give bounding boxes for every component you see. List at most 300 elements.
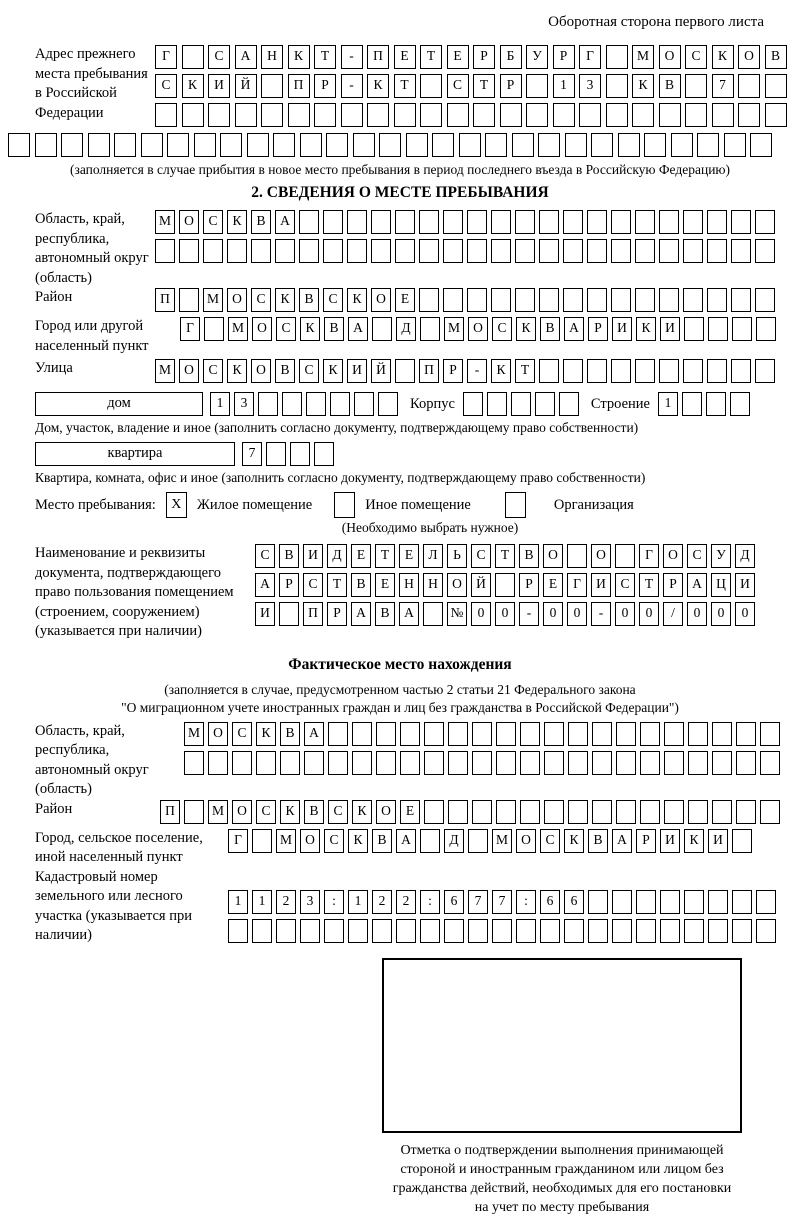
char-cell[interactable] <box>448 722 468 746</box>
char-cell[interactable] <box>279 602 299 626</box>
char-cell[interactable] <box>736 722 756 746</box>
char-cell[interactable] <box>394 103 416 127</box>
char-cell[interactable] <box>538 133 560 157</box>
char-cell[interactable]: С <box>447 74 469 98</box>
char-cell[interactable] <box>539 288 559 312</box>
char-cell[interactable] <box>730 392 750 416</box>
char-cell[interactable] <box>539 210 559 234</box>
char-cell[interactable]: Б <box>500 45 522 69</box>
char-cell[interactable]: В <box>251 210 271 234</box>
char-cell[interactable]: О <box>208 722 228 746</box>
char-cell[interactable]: О <box>179 359 199 383</box>
char-cell[interactable] <box>731 210 751 234</box>
char-cell[interactable] <box>708 317 728 341</box>
char-cell[interactable] <box>258 392 278 416</box>
char-cell[interactable]: - <box>467 359 487 383</box>
char-cell[interactable]: О <box>468 317 488 341</box>
char-cell[interactable] <box>612 890 632 914</box>
char-cell[interactable]: М <box>203 288 223 312</box>
char-cell[interactable] <box>512 133 534 157</box>
char-cell[interactable] <box>443 210 463 234</box>
char-cell[interactable] <box>352 751 372 775</box>
char-cell[interactable]: 0 <box>735 602 755 626</box>
char-cell[interactable]: И <box>347 359 367 383</box>
char-cell[interactable] <box>697 133 719 157</box>
char-cell[interactable] <box>684 890 704 914</box>
char-cell[interactable] <box>448 800 468 824</box>
char-cell[interactable] <box>275 239 295 263</box>
char-cell[interactable]: Р <box>636 829 656 853</box>
char-cell[interactable] <box>535 392 555 416</box>
char-cell[interactable] <box>300 133 322 157</box>
char-cell[interactable]: В <box>540 317 560 341</box>
char-cell[interactable]: К <box>516 317 536 341</box>
char-cell[interactable]: 6 <box>444 890 464 914</box>
char-cell[interactable]: К <box>348 829 368 853</box>
char-cell[interactable] <box>61 133 83 157</box>
char-cell[interactable]: М <box>155 359 175 383</box>
char-cell[interactable] <box>671 133 693 157</box>
char-cell[interactable] <box>756 890 776 914</box>
char-cell[interactable] <box>760 722 780 746</box>
char-cell[interactable]: Е <box>351 544 371 568</box>
char-cell[interactable] <box>640 751 660 775</box>
char-cell[interactable] <box>400 722 420 746</box>
char-cell[interactable] <box>280 751 300 775</box>
char-cell[interactable] <box>592 800 612 824</box>
char-cell[interactable] <box>616 722 636 746</box>
char-cell[interactable] <box>731 288 751 312</box>
char-cell[interactable] <box>684 317 704 341</box>
char-cell[interactable] <box>636 890 656 914</box>
char-cell[interactable] <box>467 239 487 263</box>
char-cell[interactable]: П <box>160 800 180 824</box>
char-cell[interactable]: В <box>299 288 319 312</box>
char-cell[interactable] <box>328 751 348 775</box>
char-cell[interactable]: А <box>612 829 632 853</box>
char-cell[interactable] <box>664 722 684 746</box>
char-cell[interactable] <box>563 288 583 312</box>
char-cell[interactable] <box>420 829 440 853</box>
char-cell[interactable] <box>396 919 416 943</box>
char-cell[interactable]: Т <box>639 573 659 597</box>
char-cell[interactable] <box>760 800 780 824</box>
char-cell[interactable] <box>371 239 391 263</box>
char-cell[interactable] <box>640 800 660 824</box>
char-cell[interactable]: А <box>396 829 416 853</box>
char-cell[interactable]: К <box>280 800 300 824</box>
char-cell[interactable] <box>420 74 442 98</box>
checkbox-residential[interactable]: X <box>166 492 187 518</box>
char-cell[interactable] <box>324 919 344 943</box>
char-cell[interactable] <box>290 442 310 466</box>
char-cell[interactable] <box>184 751 204 775</box>
char-cell[interactable] <box>755 239 775 263</box>
char-cell[interactable] <box>732 890 752 914</box>
char-cell[interactable]: С <box>203 210 223 234</box>
char-cell[interactable] <box>516 919 536 943</box>
apartment-type-box[interactable]: квартира <box>35 442 235 466</box>
char-cell[interactable] <box>300 919 320 943</box>
char-cell[interactable] <box>539 359 559 383</box>
char-cell[interactable] <box>684 919 704 943</box>
char-cell[interactable] <box>606 103 628 127</box>
char-cell[interactable]: Р <box>588 317 608 341</box>
char-cell[interactable] <box>755 288 775 312</box>
char-cell[interactable]: 7 <box>492 890 512 914</box>
char-cell[interactable]: К <box>367 74 389 98</box>
char-cell[interactable] <box>683 239 703 263</box>
char-cell[interactable]: С <box>203 359 223 383</box>
char-cell[interactable] <box>683 210 703 234</box>
char-cell[interactable]: 1 <box>348 890 368 914</box>
char-cell[interactable] <box>724 133 746 157</box>
char-cell[interactable]: Т <box>420 45 442 69</box>
char-cell[interactable] <box>526 74 548 98</box>
char-cell[interactable]: К <box>300 317 320 341</box>
char-cell[interactable] <box>660 890 680 914</box>
char-cell[interactable]: К <box>288 45 310 69</box>
char-cell[interactable]: К <box>227 210 247 234</box>
char-cell[interactable]: 0 <box>567 602 587 626</box>
char-cell[interactable]: 7 <box>242 442 262 466</box>
char-cell[interactable]: И <box>735 573 755 597</box>
char-cell[interactable] <box>659 239 679 263</box>
char-cell[interactable] <box>492 919 512 943</box>
char-cell[interactable] <box>559 392 579 416</box>
char-cell[interactable] <box>496 722 516 746</box>
char-cell[interactable] <box>299 239 319 263</box>
char-cell[interactable]: О <box>179 210 199 234</box>
char-cell[interactable] <box>424 722 444 746</box>
char-cell[interactable]: Г <box>180 317 200 341</box>
char-cell[interactable] <box>491 210 511 234</box>
char-cell[interactable]: Р <box>473 45 495 69</box>
char-cell[interactable]: К <box>323 359 343 383</box>
char-cell[interactable]: С <box>303 573 323 597</box>
char-cell[interactable]: 1 <box>252 890 272 914</box>
char-cell[interactable]: 1 <box>228 890 248 914</box>
char-cell[interactable]: В <box>765 45 787 69</box>
char-cell[interactable]: К <box>347 288 367 312</box>
char-cell[interactable]: Т <box>473 74 495 98</box>
checkbox-other-premises[interactable] <box>334 492 355 518</box>
char-cell[interactable] <box>487 392 507 416</box>
char-cell[interactable]: В <box>280 722 300 746</box>
char-cell[interactable] <box>491 288 511 312</box>
char-cell[interactable]: А <box>255 573 275 597</box>
char-cell[interactable] <box>261 103 283 127</box>
char-cell[interactable] <box>232 751 252 775</box>
char-cell[interactable] <box>496 800 516 824</box>
char-cell[interactable] <box>588 919 608 943</box>
char-cell[interactable]: 1 <box>658 392 678 416</box>
char-cell[interactable] <box>468 919 488 943</box>
char-cell[interactable] <box>376 722 396 746</box>
char-cell[interactable]: С <box>299 359 319 383</box>
char-cell[interactable]: Й <box>471 573 491 597</box>
char-cell[interactable]: К <box>352 800 372 824</box>
char-cell[interactable]: - <box>341 45 363 69</box>
char-cell[interactable]: Й <box>235 74 257 98</box>
char-cell[interactable] <box>208 103 230 127</box>
char-cell[interactable] <box>472 800 492 824</box>
char-cell[interactable]: Й <box>371 359 391 383</box>
char-cell[interactable]: О <box>591 544 611 568</box>
char-cell[interactable]: Д <box>444 829 464 853</box>
char-cell[interactable]: А <box>399 602 419 626</box>
char-cell[interactable]: - <box>591 602 611 626</box>
char-cell[interactable] <box>544 800 564 824</box>
char-cell[interactable] <box>314 103 336 127</box>
char-cell[interactable] <box>379 133 401 157</box>
char-cell[interactable] <box>8 133 30 157</box>
char-cell[interactable]: С <box>540 829 560 853</box>
char-cell[interactable]: 0 <box>543 602 563 626</box>
char-cell[interactable] <box>712 103 734 127</box>
char-cell[interactable] <box>235 103 257 127</box>
char-cell[interactable] <box>515 239 535 263</box>
char-cell[interactable] <box>712 722 732 746</box>
char-cell[interactable]: К <box>275 288 295 312</box>
char-cell[interactable] <box>688 800 708 824</box>
char-cell[interactable]: Т <box>314 45 336 69</box>
char-cell[interactable] <box>511 392 531 416</box>
char-cell[interactable]: К <box>491 359 511 383</box>
char-cell[interactable] <box>618 133 640 157</box>
char-cell[interactable]: Г <box>567 573 587 597</box>
char-cell[interactable]: М <box>444 317 464 341</box>
char-cell[interactable] <box>306 392 326 416</box>
char-cell[interactable]: О <box>516 829 536 853</box>
char-cell[interactable]: С <box>615 573 635 597</box>
char-cell[interactable] <box>756 919 776 943</box>
char-cell[interactable] <box>544 722 564 746</box>
char-cell[interactable]: 2 <box>276 890 296 914</box>
char-cell[interactable] <box>685 103 707 127</box>
char-cell[interactable] <box>406 133 428 157</box>
char-cell[interactable] <box>587 239 607 263</box>
char-cell[interactable]: Г <box>155 45 177 69</box>
char-cell[interactable]: О <box>232 800 252 824</box>
char-cell[interactable]: 3 <box>234 392 254 416</box>
char-cell[interactable]: И <box>303 544 323 568</box>
char-cell[interactable] <box>635 359 655 383</box>
char-cell[interactable] <box>182 45 204 69</box>
char-cell[interactable]: К <box>564 829 584 853</box>
char-cell[interactable] <box>395 210 415 234</box>
char-cell[interactable] <box>395 359 415 383</box>
char-cell[interactable]: Т <box>375 544 395 568</box>
char-cell[interactable] <box>419 239 439 263</box>
char-cell[interactable] <box>563 359 583 383</box>
char-cell[interactable] <box>256 751 276 775</box>
char-cell[interactable] <box>659 210 679 234</box>
char-cell[interactable] <box>565 133 587 157</box>
char-cell[interactable]: М <box>276 829 296 853</box>
char-cell[interactable]: В <box>372 829 392 853</box>
char-cell[interactable] <box>515 288 535 312</box>
char-cell[interactable]: Е <box>447 45 469 69</box>
char-cell[interactable] <box>276 919 296 943</box>
char-cell[interactable]: П <box>155 288 175 312</box>
char-cell[interactable] <box>632 103 654 127</box>
char-cell[interactable]: 0 <box>471 602 491 626</box>
char-cell[interactable]: С <box>328 800 348 824</box>
char-cell[interactable] <box>592 722 612 746</box>
char-cell[interactable] <box>432 133 454 157</box>
char-cell[interactable] <box>707 359 727 383</box>
char-cell[interactable] <box>736 751 756 775</box>
char-cell[interactable] <box>179 239 199 263</box>
checkbox-organization[interactable] <box>505 492 526 518</box>
char-cell[interactable] <box>688 751 708 775</box>
char-cell[interactable] <box>708 890 728 914</box>
char-cell[interactable]: К <box>256 722 276 746</box>
char-cell[interactable]: О <box>447 573 467 597</box>
char-cell[interactable]: Р <box>553 45 575 69</box>
char-cell[interactable]: О <box>543 544 563 568</box>
char-cell[interactable] <box>539 239 559 263</box>
char-cell[interactable] <box>750 133 772 157</box>
char-cell[interactable]: У <box>711 544 731 568</box>
char-cell[interactable]: Ь <box>447 544 467 568</box>
char-cell[interactable] <box>419 210 439 234</box>
char-cell[interactable]: П <box>419 359 439 383</box>
char-cell[interactable] <box>587 210 607 234</box>
char-cell[interactable]: С <box>208 45 230 69</box>
char-cell[interactable] <box>468 829 488 853</box>
char-cell[interactable] <box>664 800 684 824</box>
char-cell[interactable] <box>463 392 483 416</box>
char-cell[interactable]: К <box>227 359 247 383</box>
char-cell[interactable] <box>732 317 752 341</box>
char-cell[interactable]: Е <box>543 573 563 597</box>
char-cell[interactable] <box>323 210 343 234</box>
char-cell[interactable]: Р <box>519 573 539 597</box>
char-cell[interactable] <box>616 800 636 824</box>
char-cell[interactable] <box>664 751 684 775</box>
char-cell[interactable] <box>261 74 283 98</box>
char-cell[interactable] <box>467 288 487 312</box>
char-cell[interactable] <box>273 133 295 157</box>
char-cell[interactable] <box>615 544 635 568</box>
char-cell[interactable] <box>472 722 492 746</box>
char-cell[interactable]: С <box>687 544 707 568</box>
char-cell[interactable]: 6 <box>540 890 560 914</box>
char-cell[interactable] <box>568 751 588 775</box>
char-cell[interactable]: С <box>276 317 296 341</box>
char-cell[interactable]: С <box>492 317 512 341</box>
char-cell[interactable] <box>564 919 584 943</box>
char-cell[interactable] <box>707 239 727 263</box>
char-cell[interactable] <box>706 392 726 416</box>
char-cell[interactable] <box>520 800 540 824</box>
char-cell[interactable]: О <box>376 800 396 824</box>
char-cell[interactable] <box>496 751 516 775</box>
char-cell[interactable] <box>738 103 760 127</box>
char-cell[interactable]: И <box>208 74 230 98</box>
char-cell[interactable] <box>683 359 703 383</box>
char-cell[interactable] <box>472 751 492 775</box>
char-cell[interactable]: В <box>279 544 299 568</box>
char-cell[interactable]: Р <box>663 573 683 597</box>
char-cell[interactable]: - <box>341 74 363 98</box>
char-cell[interactable]: И <box>255 602 275 626</box>
char-cell[interactable] <box>203 239 223 263</box>
char-cell[interactable] <box>682 392 702 416</box>
char-cell[interactable]: О <box>252 317 272 341</box>
char-cell[interactable]: Д <box>327 544 347 568</box>
house-type-box[interactable]: дом <box>35 392 203 416</box>
char-cell[interactable] <box>683 288 703 312</box>
char-cell[interactable]: - <box>519 602 539 626</box>
char-cell[interactable] <box>708 919 728 943</box>
char-cell[interactable] <box>420 103 442 127</box>
char-cell[interactable]: Г <box>639 544 659 568</box>
char-cell[interactable] <box>247 133 269 157</box>
char-cell[interactable] <box>712 800 732 824</box>
char-cell[interactable]: М <box>492 829 512 853</box>
char-cell[interactable]: И <box>612 317 632 341</box>
char-cell[interactable] <box>372 919 392 943</box>
char-cell[interactable] <box>282 392 302 416</box>
char-cell[interactable] <box>756 317 776 341</box>
char-cell[interactable] <box>443 288 463 312</box>
char-cell[interactable] <box>228 919 248 943</box>
char-cell[interactable] <box>485 133 507 157</box>
char-cell[interactable] <box>731 359 751 383</box>
char-cell[interactable]: 3 <box>579 74 601 98</box>
char-cell[interactable]: Р <box>279 573 299 597</box>
char-cell[interactable]: : <box>516 890 536 914</box>
char-cell[interactable]: В <box>588 829 608 853</box>
char-cell[interactable] <box>266 442 286 466</box>
char-cell[interactable]: О <box>371 288 391 312</box>
char-cell[interactable] <box>611 239 631 263</box>
char-cell[interactable]: 1 <box>553 74 575 98</box>
char-cell[interactable] <box>447 103 469 127</box>
char-cell[interactable] <box>194 133 216 157</box>
char-cell[interactable] <box>660 919 680 943</box>
char-cell[interactable] <box>588 890 608 914</box>
char-cell[interactable]: М <box>228 317 248 341</box>
char-cell[interactable]: 7 <box>712 74 734 98</box>
char-cell[interactable] <box>500 103 522 127</box>
char-cell[interactable] <box>400 751 420 775</box>
char-cell[interactable]: М <box>632 45 654 69</box>
char-cell[interactable]: И <box>591 573 611 597</box>
char-cell[interactable] <box>635 239 655 263</box>
char-cell[interactable]: Ц <box>711 573 731 597</box>
char-cell[interactable]: Е <box>394 45 416 69</box>
char-cell[interactable]: И <box>660 317 680 341</box>
char-cell[interactable] <box>348 919 368 943</box>
char-cell[interactable]: А <box>275 210 295 234</box>
char-cell[interactable]: М <box>155 210 175 234</box>
char-cell[interactable] <box>204 317 224 341</box>
char-cell[interactable]: Р <box>443 359 463 383</box>
char-cell[interactable] <box>208 751 228 775</box>
char-cell[interactable] <box>540 919 560 943</box>
char-cell[interactable] <box>732 829 752 853</box>
char-cell[interactable] <box>378 392 398 416</box>
char-cell[interactable]: Е <box>399 544 419 568</box>
char-cell[interactable] <box>611 210 631 234</box>
char-cell[interactable] <box>423 602 443 626</box>
char-cell[interactable] <box>424 800 444 824</box>
char-cell[interactable] <box>515 210 535 234</box>
